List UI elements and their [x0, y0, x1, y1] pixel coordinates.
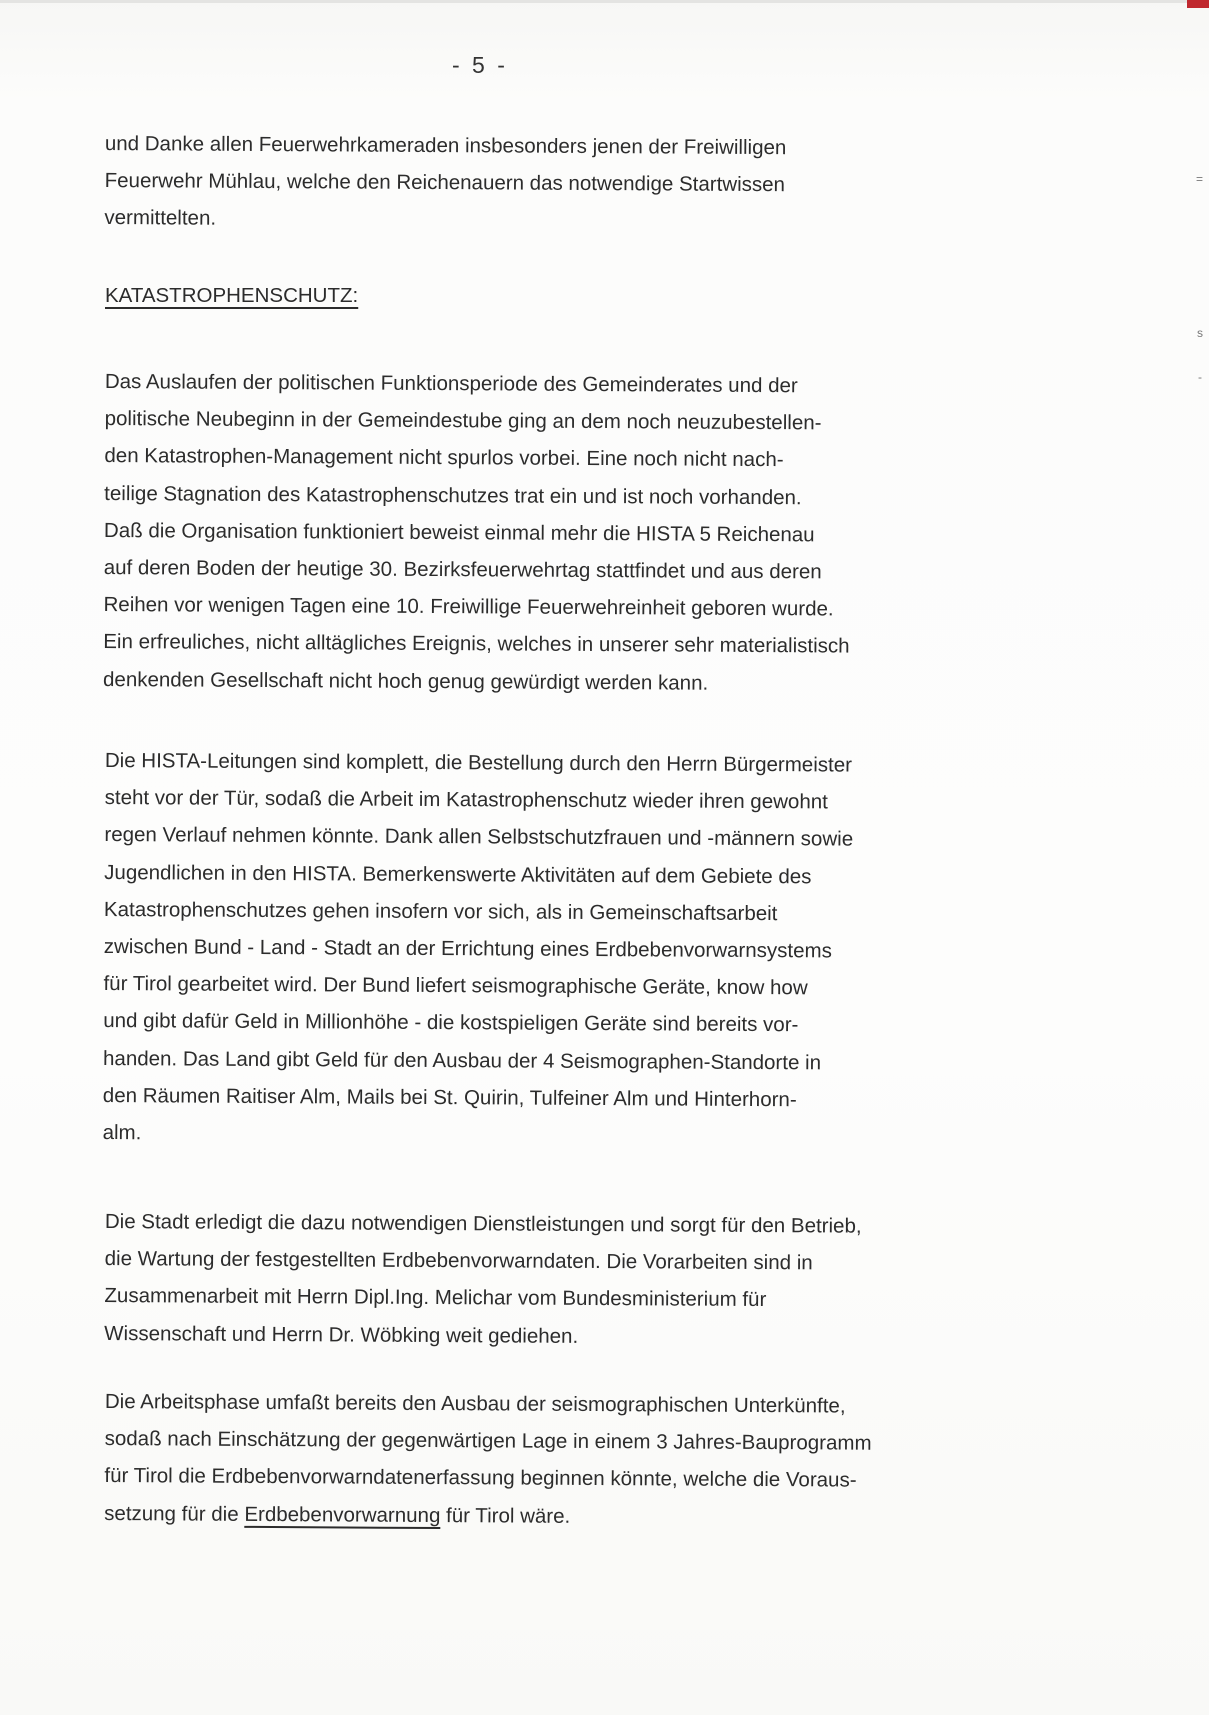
- text-line: Reihen vor wenigen Tagen eine 10. Freiwillige Feuerwehreinheit geboren wurde.: [103, 593, 834, 621]
- margin-mark: s: [1197, 326, 1203, 340]
- text-line: sodaß nach Einschätzung der gegenwärtigen Lage in einem 3 Jahres-Bauprogramm: [104, 1427, 872, 1455]
- text-line: und gibt dafür Geld in Millionhöhe - die kostspieligen Geräte sind bereits vor-: [103, 1009, 799, 1037]
- text-line: Die HISTA-Leitungen sind komplett, die Bestellung durch den Herrn Bürgermeister: [104, 748, 853, 777]
- text-line: für Tirol gearbeitet wird. Der Bund liefert seismographische Geräte, know how: [103, 972, 808, 1000]
- text-line: regen Verlauf nehmen könnte. Dank allen Selbstschutzfrauen und -männern sowie: [104, 823, 854, 851]
- text-segment: setzung für die: [104, 1501, 245, 1526]
- text-line: Die Stadt erledigt die dazu notwendigen Dienstleistungen und sorgt für den Betrieb,: [104, 1209, 862, 1238]
- page-number: - 5 -: [452, 52, 508, 78]
- text-line: den Räumen Raitiser Alm, Mails bei St. Quirin, Tulfeiner Alm und Hinterhorn-: [102, 1083, 797, 1112]
- text-line: den Katastrophen-Management nicht spurlos vorbei. Eine noch nicht nach-: [104, 444, 784, 472]
- text-segment: für Tirol wäre.: [440, 1503, 571, 1528]
- last-text-line: [104, 1495, 1054, 1538]
- text-line: und Danke allen Feuerwehrkameraden insbesonders jenen der Freiwilligen: [104, 131, 787, 160]
- section-paragraph-4: [104, 1383, 1055, 1538]
- text-line: Feuerwehr Mühlau, welche den Reichenauern das notwendige Startwissen: [104, 169, 786, 197]
- text-line: teilige Stagnation des Katastrophenschutzes trat ein und ist noch vorhanden.: [104, 481, 802, 509]
- section-heading: KATASTROPHENSCHUTZ:: [105, 284, 359, 307]
- section-paragraph-2: [103, 742, 1055, 1157]
- section-paragraph-1: [103, 363, 1055, 704]
- intro-paragraph: [104, 125, 1055, 242]
- text-line: die Wartung der festgestellten Erdbebenvorwarndaten. Die Vorarbeiten sind in: [104, 1247, 813, 1275]
- text-line: alm.: [102, 1121, 142, 1145]
- red-corner-mark: [1187, 0, 1209, 8]
- text-line: vermittelten.: [104, 206, 217, 231]
- section-paragraph-3: [104, 1203, 1055, 1358]
- text-line: Zusammenarbeit mit Herrn Dipl.Ing. Melichar vom Bundesministerium für: [104, 1284, 767, 1312]
- text-line: politische Neubeginn in der Gemeindestube ging an dem noch neuzubestellen-: [104, 407, 822, 435]
- text-line: Katastrophenschutzes gehen insofern vor sich, als in Gemeinschaftsarbeit: [103, 897, 778, 925]
- margin-mark: =: [1196, 172, 1204, 186]
- text-line: denkenden Gesellschaft nicht hoch genug gewürdigt werden kann.: [102, 667, 709, 695]
- text-line: steht vor der Tür, sodaß die Arbeit im Katastrophenschutz wieder ihren gewohnt: [104, 786, 828, 814]
- text-line: auf deren Boden der heutige 30. Bezirksfeuerwehrtag stattfindet und aus deren: [103, 556, 822, 584]
- text-line: für Tirol die Erdbebenvorwarndatenerfassung beginnen könnte, welche die Voraus-: [104, 1464, 857, 1492]
- text-line: Daß die Organisation funktioniert beweist einmal mehr die HISTA 5 Reichenau: [103, 518, 815, 547]
- underlined-term: Erdbebenvorwarnung: [244, 1502, 441, 1527]
- text-line: Jugendlichen in den HISTA. Bemerkenswerte Aktivitäten auf dem Gebiete des: [104, 860, 812, 888]
- text-line: Die Arbeitsphase umfaßt bereits den Ausbau der seismographischen Unterkünfte,: [104, 1389, 846, 1418]
- text-line: Ein erfreuliches, nicht alltägliches Ereignis, welches in unserer sehr materialistisch: [103, 630, 850, 658]
- text-line: Wissenschaft und Herrn Dr. Wöbking weit gediehen.: [104, 1321, 579, 1348]
- page-top-edge: [0, 0, 1209, 3]
- text-line: zwischen Bund - Land - Stadt an der Errichtung eines Erdbebenvorwarnsystems: [103, 935, 832, 963]
- margin-mark: -: [1198, 370, 1202, 384]
- text-line: Das Auslaufen der politischen Funktionsperiode des Gemeinderates und der: [104, 369, 798, 398]
- text-line: handen. Das Land gibt Geld für den Ausbau der 4 Seismographen-Standorte in: [102, 1046, 822, 1075]
